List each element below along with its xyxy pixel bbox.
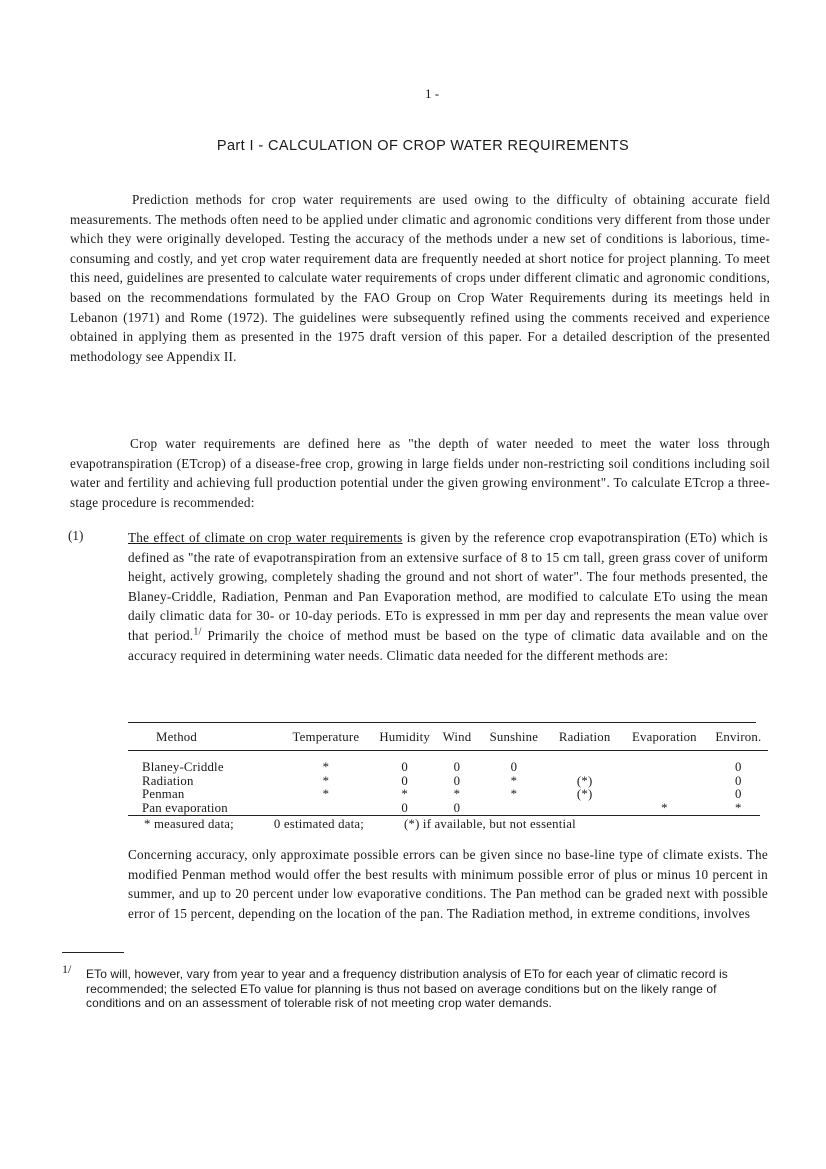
- legend-item: (*) if available, but not essential: [404, 817, 576, 831]
- table-row: [128, 753, 768, 775]
- table-cell: [479, 802, 550, 816]
- paragraph-text: Primarily the choice of method must be based on the type of climatic data available and on the accuracy required in determining water needs. Climatic data needed for the different methods are:: [128, 627, 769, 663]
- footnote-text: ETo will, however, vary from year to year and a frequency distribution analysis of ETo for each year of climatic record is recommended; the selected ETo value for planning is thus not based on average conditions but on the likely range of conditions and on an assessment of tolerable risk of not meeting crop water demands.: [86, 967, 728, 1010]
- table-cell: *: [661, 800, 668, 815]
- table-cell: [620, 788, 709, 802]
- table-cell: Radiation: [142, 773, 194, 788]
- legend-item: 0 estimated data;: [273, 817, 365, 831]
- page-title: Part I - CALCULATION OF CROP WATER REQUIREMENTS: [216, 138, 630, 154]
- table-cell: (*): [576, 773, 593, 788]
- legend-item: * measured data;: [144, 817, 234, 831]
- intro-paragraph: Prediction methods for crop water requirements are used owing to the difficulty of obtaining accurate field measurements. The methods often need to be applied under climatic and agronomic conditions very different from those under which they were originally developed. Testing the accuracy of the methods under a new set of conditions is laborious, time-consuming and costly, and yet crop water requirement data are frequently needed at short notice for project planning. To meet this need, guidelines are presented to calculate water requirements of crops under different climatic and agronomic conditions, based on the recommendations formulated by the FAO Group on Crop Water Requirements during its meetings held in Lebanon (1971) and Rome (1972). The guidelines were subsequently refined using the comments received and experience obtained in applying them as presented in the 1975 draft version of this paper. For a detailed description of the presented methodology see Appendix II.: [70, 192, 770, 364]
- table-cell: 0: [401, 800, 408, 815]
- table-cell: 0: [453, 760, 461, 774]
- col-header: Humidity: [379, 730, 431, 744]
- table-cell: *: [510, 787, 518, 801]
- table-cell: [549, 802, 620, 816]
- climatic-data-table: [128, 727, 768, 815]
- table-cell: 0: [735, 760, 742, 774]
- col-header: Wind: [442, 730, 472, 744]
- table-top-rule: [128, 722, 756, 723]
- table-cell: *: [453, 787, 461, 801]
- table-cell: 0: [735, 787, 742, 801]
- accuracy-paragraph: Concerning accuracy, only approximate possible errors can be given since no base-line type of climate exists. The modified Penman method would offer the best results with minimum possible error of plus or minus 10 percent in summer, and up to 20 percent under low evaporative conditions. The Pan method can be graded next with possible error of 15 percent, depending on the location of the pan. The Radiation method, in extreme conditions, involves: [128, 847, 768, 921]
- table-cell: *: [735, 800, 742, 815]
- col-header: Radiation: [558, 730, 611, 744]
- table-row: [128, 775, 768, 789]
- table-cell: Blaney-Criddle: [142, 760, 224, 774]
- table-cell: [620, 775, 709, 789]
- table-cell: [620, 753, 709, 775]
- table-cell: *: [510, 773, 518, 788]
- footnote-mark: 1/: [62, 962, 72, 976]
- table-cell: 0: [401, 773, 408, 788]
- table-cell: 0: [735, 773, 742, 788]
- table-legend: [144, 817, 616, 832]
- underlined-heading: The effect of climate on crop water requirements: [128, 530, 403, 545]
- table-cell: 0: [401, 760, 408, 774]
- col-header: Method: [156, 730, 198, 744]
- table-row: [128, 788, 768, 802]
- col-header: Environ.: [715, 730, 762, 744]
- table-cell: [278, 802, 374, 816]
- table-cell: (*): [576, 787, 593, 801]
- col-header: Sunshine: [489, 730, 539, 744]
- climate-effect-paragraph: [128, 528, 768, 665]
- col-header: Temperature: [292, 730, 360, 744]
- table-bottom-rule: [128, 815, 760, 816]
- table-cell: Pan evaporation: [142, 800, 228, 815]
- table-row: [128, 802, 768, 816]
- paragraph-text: is given by the reference crop evapotranspiration (ETo) which is defined as "the rate of evapotranspiration from an extensive surface of 8 to 15 cm tall, green grass cover of uniform height, actively growing, completely shading the ground and not short of water". The four methods presented, the Blaney-Criddle, Radiation, Penman and Pan Evaporation method, are modified to calculate ETo using the mean daily climatic data for 30- or 10-day periods. ETo is expressed in mm per day and represents the mean value over that period.: [128, 530, 769, 643]
- table-cell: *: [322, 760, 330, 774]
- table-cell: 0: [453, 800, 461, 815]
- table-cell: Penman: [142, 787, 185, 801]
- page-number: 1 -: [425, 86, 440, 101]
- table-cell: *: [322, 773, 330, 788]
- definition-paragraph: Crop water requirements are defined here as "the depth of water needed to meet the water loss through evapotranspiration (ETcrop) of a disease-free crop, growing in large fields under non-restricting soil conditions including soil water and fertility and achieving full production potential under the given growing environment". To calculate ETcrop a three-stage procedure is recommended:: [70, 436, 770, 510]
- table-cell: *: [322, 787, 330, 801]
- table-cell: 0: [510, 760, 518, 774]
- list-item-label: (1): [68, 528, 84, 543]
- table-cell: [549, 753, 620, 775]
- table-cell: 0: [453, 773, 461, 788]
- table-cell: *: [401, 787, 408, 801]
- col-header: Evaporation: [632, 730, 697, 744]
- footnote-rule: [62, 952, 124, 953]
- table-header-rule: [128, 750, 768, 751]
- footnote-reference: 1/: [193, 626, 202, 638]
